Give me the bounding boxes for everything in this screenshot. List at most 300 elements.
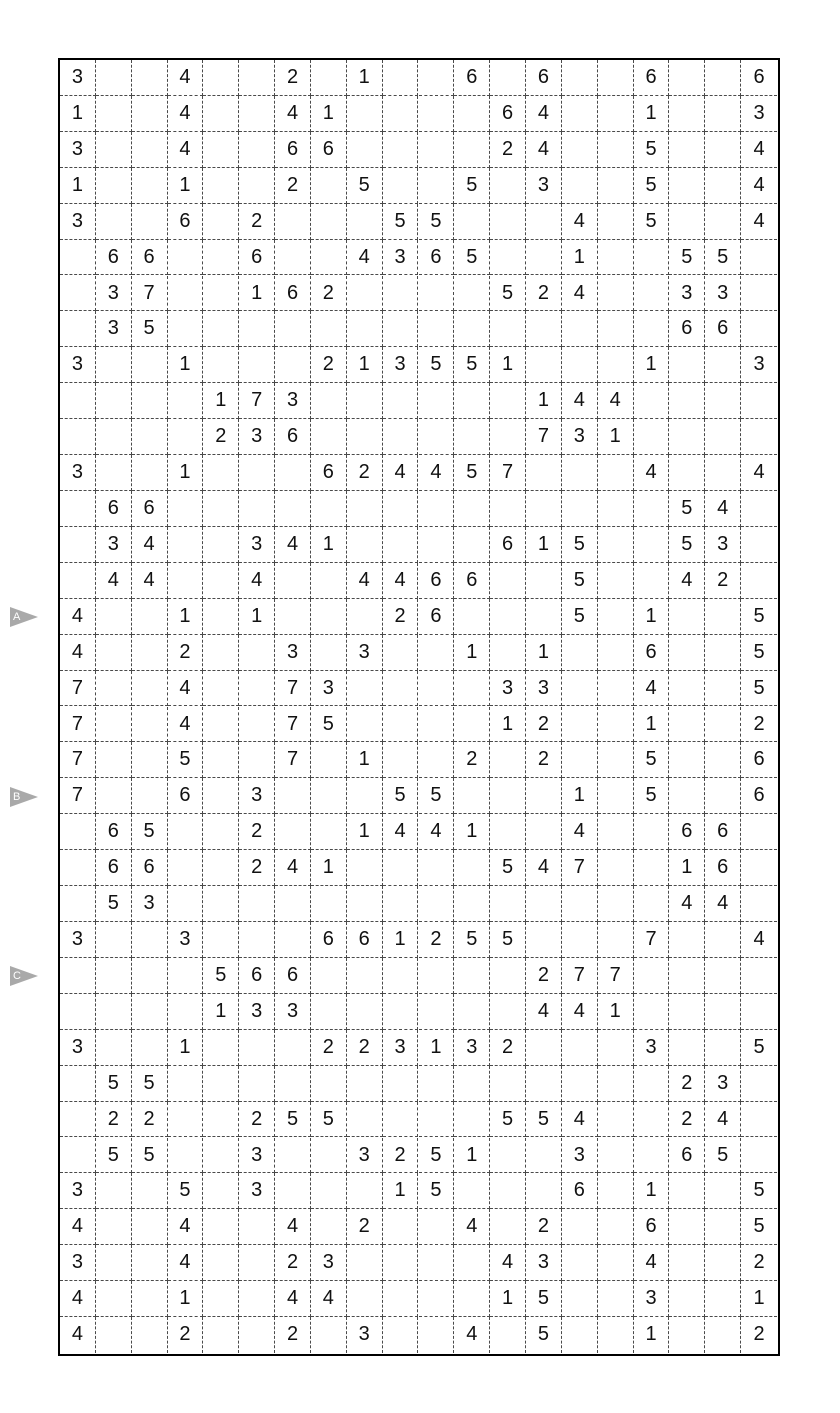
grid-cell[interactable]: 6 (705, 814, 741, 850)
grid-cell[interactable]: 3 (60, 1173, 96, 1209)
grid-cell[interactable] (490, 742, 526, 778)
grid-cell[interactable]: 4 (562, 994, 598, 1030)
grid-cell[interactable] (203, 96, 239, 132)
grid-cell[interactable]: 4 (96, 563, 132, 599)
grid-cell[interactable]: 4 (311, 1281, 347, 1317)
grid-cell[interactable] (239, 886, 275, 922)
grid-cell[interactable]: 6 (311, 132, 347, 168)
grid-cell[interactable]: 6 (311, 455, 347, 491)
grid-cell[interactable]: 1 (598, 994, 634, 1030)
grid-cell[interactable]: 4 (239, 563, 275, 599)
grid-cell[interactable]: 2 (454, 742, 490, 778)
grid-cell[interactable]: 4 (598, 383, 634, 419)
grid-cell[interactable] (562, 491, 598, 527)
grid-cell[interactable] (239, 60, 275, 96)
grid-cell[interactable] (634, 850, 670, 886)
grid-cell[interactable] (132, 1209, 168, 1245)
grid-cell[interactable]: 2 (705, 563, 741, 599)
grid-cell[interactable]: 1 (168, 1030, 204, 1066)
grid-cell[interactable] (203, 1245, 239, 1281)
grid-cell[interactable] (275, 814, 311, 850)
grid-cell[interactable] (96, 347, 132, 383)
grid-cell[interactable] (132, 671, 168, 707)
grid-cell[interactable]: 3 (96, 527, 132, 563)
grid-cell[interactable]: 4 (634, 1245, 670, 1281)
grid-cell[interactable] (239, 635, 275, 671)
grid-cell[interactable]: 5 (419, 778, 455, 814)
grid-cell[interactable] (96, 455, 132, 491)
grid-cell[interactable]: 2 (526, 1209, 562, 1245)
grid-cell[interactable] (669, 1030, 705, 1066)
grid-cell[interactable] (132, 383, 168, 419)
grid-cell[interactable]: 6 (705, 311, 741, 347)
grid-cell[interactable] (96, 1281, 132, 1317)
grid-cell[interactable]: 3 (239, 419, 275, 455)
grid-cell[interactable]: 4 (168, 1209, 204, 1245)
grid-cell[interactable] (96, 60, 132, 96)
grid-cell[interactable] (60, 311, 96, 347)
grid-cell[interactable] (562, 1317, 598, 1353)
grid-cell[interactable]: 4 (168, 60, 204, 96)
grid-cell[interactable] (132, 168, 168, 204)
grid-cell[interactable] (562, 311, 598, 347)
grid-cell[interactable] (598, 707, 634, 743)
grid-cell[interactable]: 3 (239, 778, 275, 814)
grid-cell[interactable] (490, 1066, 526, 1102)
grid-cell[interactable]: 2 (311, 1030, 347, 1066)
grid-cell[interactable]: 7 (275, 671, 311, 707)
grid-cell[interactable] (96, 599, 132, 635)
grid-cell[interactable]: 6 (132, 850, 168, 886)
grid-cell[interactable] (562, 1030, 598, 1066)
grid-cell[interactable] (383, 742, 419, 778)
grid-cell[interactable] (490, 491, 526, 527)
grid-cell[interactable] (383, 419, 419, 455)
grid-cell[interactable] (598, 276, 634, 312)
grid-cell[interactable]: 4 (741, 455, 777, 491)
grid-cell[interactable] (311, 599, 347, 635)
grid-cell[interactable] (490, 419, 526, 455)
grid-cell[interactable] (741, 994, 777, 1030)
grid-cell[interactable]: 4 (419, 814, 455, 850)
grid-cell[interactable] (741, 958, 777, 994)
grid-cell[interactable]: 3 (60, 347, 96, 383)
grid-cell[interactable]: 3 (60, 60, 96, 96)
grid-cell[interactable]: 3 (275, 383, 311, 419)
grid-cell[interactable] (347, 276, 383, 312)
grid-cell[interactable]: 2 (239, 204, 275, 240)
grid-cell[interactable]: 6 (419, 563, 455, 599)
grid-cell[interactable] (669, 1173, 705, 1209)
grid-cell[interactable]: 4 (669, 563, 705, 599)
grid-cell[interactable] (60, 1138, 96, 1174)
grid-cell[interactable]: 6 (96, 240, 132, 276)
grid-cell[interactable]: 3 (132, 886, 168, 922)
grid-cell[interactable] (598, 132, 634, 168)
grid-cell[interactable]: 4 (526, 96, 562, 132)
grid-cell[interactable] (168, 527, 204, 563)
grid-cell[interactable] (490, 168, 526, 204)
grid-cell[interactable] (311, 958, 347, 994)
grid-cell[interactable] (96, 204, 132, 240)
grid-cell[interactable] (239, 132, 275, 168)
grid-cell[interactable] (598, 491, 634, 527)
grid-cell[interactable]: 1 (311, 527, 347, 563)
grid-cell[interactable] (239, 455, 275, 491)
grid-cell[interactable]: 1 (383, 922, 419, 958)
grid-cell[interactable] (203, 491, 239, 527)
grid-cell[interactable] (96, 1245, 132, 1281)
grid-cell[interactable]: 6 (168, 204, 204, 240)
grid-cell[interactable]: 7 (562, 958, 598, 994)
grid-cell[interactable] (419, 994, 455, 1030)
grid-cell[interactable] (203, 922, 239, 958)
grid-cell[interactable]: 4 (705, 1102, 741, 1138)
grid-cell[interactable] (454, 491, 490, 527)
grid-cell[interactable]: 3 (96, 276, 132, 312)
grid-cell[interactable] (96, 168, 132, 204)
grid-cell[interactable] (562, 60, 598, 96)
grid-cell[interactable]: 4 (383, 455, 419, 491)
grid-cell[interactable] (669, 96, 705, 132)
grid-cell[interactable]: 6 (239, 958, 275, 994)
grid-cell[interactable] (60, 850, 96, 886)
grid-cell[interactable]: 1 (454, 814, 490, 850)
grid-cell[interactable] (311, 778, 347, 814)
grid-cell[interactable] (598, 60, 634, 96)
grid-cell[interactable] (383, 958, 419, 994)
grid-cell[interactable] (741, 1066, 777, 1102)
grid-cell[interactable] (203, 1030, 239, 1066)
grid-cell[interactable] (203, 455, 239, 491)
grid-cell[interactable]: 3 (311, 1245, 347, 1281)
grid-cell[interactable] (419, 276, 455, 312)
grid-cell[interactable]: 1 (741, 1281, 777, 1317)
grid-cell[interactable] (562, 1245, 598, 1281)
grid-cell[interactable]: 4 (526, 850, 562, 886)
grid-cell[interactable] (634, 886, 670, 922)
grid-cell[interactable] (454, 850, 490, 886)
grid-cell[interactable] (203, 1317, 239, 1353)
grid-cell[interactable]: 2 (753, 1323, 765, 1346)
grid-cell[interactable] (669, 60, 705, 96)
grid-cell[interactable]: 1 (526, 635, 562, 671)
grid-cell[interactable] (203, 814, 239, 850)
grid-cell[interactable] (741, 886, 777, 922)
grid-cell[interactable] (741, 814, 777, 850)
grid-cell[interactable] (490, 563, 526, 599)
grid-cell[interactable] (96, 1317, 132, 1353)
grid-cell[interactable]: 3 (705, 527, 741, 563)
grid-cell[interactable]: 5 (634, 132, 670, 168)
grid-cell[interactable] (598, 1066, 634, 1102)
grid-cell[interactable] (383, 707, 419, 743)
grid-cell[interactable] (454, 383, 490, 419)
grid-cell[interactable] (598, 168, 634, 204)
grid-cell[interactable] (311, 204, 347, 240)
grid-cell[interactable] (168, 886, 204, 922)
grid-cell[interactable]: 2 (132, 1102, 168, 1138)
grid-cell[interactable]: 2 (239, 814, 275, 850)
grid-cell[interactable]: 5 (347, 168, 383, 204)
grid-cell[interactable] (383, 886, 419, 922)
grid-cell[interactable] (383, 1066, 419, 1102)
grid-cell[interactable] (168, 1102, 204, 1138)
grid-cell[interactable] (526, 1173, 562, 1209)
grid-cell[interactable] (419, 311, 455, 347)
grid-cell[interactable]: 5 (669, 527, 705, 563)
grid-cell[interactable] (203, 886, 239, 922)
grid-cell[interactable] (132, 1317, 168, 1353)
grid-cell[interactable] (168, 1066, 204, 1102)
grid-cell[interactable]: 4 (741, 168, 777, 204)
grid-cell[interactable]: 3 (741, 96, 777, 132)
grid-cell[interactable] (383, 60, 419, 96)
grid-cell[interactable] (598, 635, 634, 671)
grid-cell[interactable] (347, 671, 383, 707)
grid-cell[interactable] (526, 563, 562, 599)
grid-cell[interactable] (669, 1317, 705, 1353)
grid-cell[interactable]: 1 (526, 383, 562, 419)
grid-cell[interactable] (383, 671, 419, 707)
grid-cell[interactable]: 2 (347, 1030, 383, 1066)
grid-cell[interactable]: 3 (669, 276, 705, 312)
grid-cell[interactable] (347, 886, 383, 922)
grid-cell[interactable]: 3 (383, 240, 419, 276)
grid-cell[interactable] (562, 168, 598, 204)
grid-cell[interactable]: 1 (562, 778, 598, 814)
grid-cell[interactable]: 6 (634, 1209, 670, 1245)
grid-cell[interactable] (311, 1173, 347, 1209)
grid-cell[interactable] (168, 240, 204, 276)
grid-cell[interactable]: 4 (275, 527, 311, 563)
grid-cell[interactable] (239, 1245, 275, 1281)
grid-cell[interactable] (705, 132, 741, 168)
grid-cell[interactable] (311, 168, 347, 204)
grid-cell[interactable]: 6 (705, 850, 741, 886)
grid-cell[interactable]: 6 (490, 527, 526, 563)
grid-cell[interactable]: 3 (347, 1138, 383, 1174)
grid-cell[interactable] (96, 1209, 132, 1245)
grid-cell[interactable] (419, 886, 455, 922)
grid-cell[interactable]: 4 (275, 96, 311, 132)
grid-cell[interactable] (669, 778, 705, 814)
grid-cell[interactable] (132, 60, 168, 96)
grid-cell[interactable]: 5 (634, 742, 670, 778)
grid-cell[interactable] (311, 1066, 347, 1102)
grid-cell[interactable] (203, 1281, 239, 1317)
grid-cell[interactable] (526, 491, 562, 527)
grid-cell[interactable] (562, 671, 598, 707)
grid-cell[interactable] (132, 204, 168, 240)
grid-cell[interactable] (239, 742, 275, 778)
grid-cell[interactable]: 4 (741, 132, 777, 168)
grid-cell[interactable]: 1 (634, 96, 670, 132)
grid-cell[interactable] (598, 742, 634, 778)
grid-cell[interactable]: 2 (383, 599, 419, 635)
grid-cell[interactable]: 3 (60, 455, 96, 491)
grid-cell[interactable] (311, 994, 347, 1030)
grid-cell[interactable] (347, 1102, 383, 1138)
grid-cell[interactable] (60, 419, 96, 455)
grid-cell[interactable]: 3 (490, 671, 526, 707)
grid-cell[interactable] (132, 778, 168, 814)
grid-cell[interactable] (419, 132, 455, 168)
grid-cell[interactable] (347, 96, 383, 132)
grid-cell[interactable]: 4 (562, 814, 598, 850)
grid-cell[interactable]: 4 (168, 707, 204, 743)
grid-cell[interactable] (562, 922, 598, 958)
grid-cell[interactable]: 1 (634, 599, 670, 635)
grid-cell[interactable] (562, 347, 598, 383)
grid-cell[interactable] (669, 707, 705, 743)
grid-cell[interactable]: 2 (347, 455, 383, 491)
grid-cell[interactable]: 2 (168, 635, 204, 671)
grid-cell[interactable] (490, 240, 526, 276)
grid-cell[interactable]: 2 (419, 922, 455, 958)
grid-cell[interactable] (203, 1138, 239, 1174)
grid-cell[interactable] (347, 132, 383, 168)
grid-cell[interactable]: 5 (490, 276, 526, 312)
grid-cell[interactable] (741, 491, 777, 527)
grid-cell[interactable]: 3 (454, 1030, 490, 1066)
grid-cell[interactable]: 2 (741, 707, 777, 743)
grid-cell[interactable] (526, 1138, 562, 1174)
grid-cell[interactable] (383, 1209, 419, 1245)
grid-cell[interactable]: 4 (669, 886, 705, 922)
grid-cell[interactable] (562, 132, 598, 168)
grid-cell[interactable]: 4 (168, 96, 204, 132)
grid-cell[interactable]: 7 (60, 742, 96, 778)
grid-cell[interactable] (454, 1173, 490, 1209)
grid-cell[interactable] (419, 491, 455, 527)
grid-cell[interactable] (132, 455, 168, 491)
grid-cell[interactable] (168, 419, 204, 455)
grid-cell[interactable] (741, 311, 777, 347)
grid-cell[interactable] (60, 276, 96, 312)
grid-cell[interactable]: 1 (60, 168, 96, 204)
grid-cell[interactable] (634, 994, 670, 1030)
grid-cell[interactable] (454, 527, 490, 563)
grid-cell[interactable]: 7 (634, 922, 670, 958)
grid-cell[interactable] (60, 527, 96, 563)
grid-cell[interactable]: 5 (419, 1173, 455, 1209)
grid-cell[interactable] (705, 707, 741, 743)
grid-cell[interactable]: 6 (634, 635, 670, 671)
grid-cell[interactable] (705, 635, 741, 671)
grid-cell[interactable]: 3 (562, 1138, 598, 1174)
grid-cell[interactable] (203, 1209, 239, 1245)
grid-cell[interactable]: 1 (490, 1281, 526, 1317)
grid-cell[interactable] (669, 132, 705, 168)
grid-cell[interactable]: 4 (705, 491, 741, 527)
grid-cell[interactable]: 1 (203, 383, 239, 419)
grid-cell[interactable]: 1 (347, 814, 383, 850)
grid-cell[interactable] (168, 563, 204, 599)
grid-cell[interactable] (239, 1209, 275, 1245)
grid-cell[interactable] (419, 96, 455, 132)
grid-cell[interactable]: 4 (168, 132, 204, 168)
grid-cell[interactable]: 4 (741, 204, 777, 240)
grid-cell[interactable] (132, 958, 168, 994)
grid-cell[interactable] (598, 1138, 634, 1174)
grid-cell[interactable] (705, 1317, 741, 1353)
grid-cell[interactable] (239, 168, 275, 204)
grid-cell[interactable] (60, 1066, 96, 1102)
grid-cell[interactable] (419, 671, 455, 707)
grid-cell[interactable] (490, 204, 526, 240)
grid-cell[interactable]: 5 (311, 707, 347, 743)
grid-cell[interactable] (383, 491, 419, 527)
grid-cell[interactable] (311, 311, 347, 347)
grid-cell[interactable] (454, 1102, 490, 1138)
grid-cell[interactable] (598, 1102, 634, 1138)
grid-cell[interactable] (454, 276, 490, 312)
grid-cell[interactable] (598, 599, 634, 635)
grid-cell[interactable] (741, 1138, 777, 1174)
grid-cell[interactable] (239, 707, 275, 743)
grid-cell[interactable]: 1 (490, 347, 526, 383)
grid-cell[interactable] (383, 994, 419, 1030)
grid-cell[interactable] (669, 1209, 705, 1245)
grid-cell[interactable] (203, 60, 239, 96)
grid-cell[interactable]: 6 (96, 850, 132, 886)
grid-cell[interactable]: 1 (598, 419, 634, 455)
grid-cell[interactable] (634, 491, 670, 527)
grid-cell[interactable] (490, 778, 526, 814)
grid-cell[interactable]: 6 (669, 1138, 705, 1174)
grid-cell[interactable]: 7 (60, 707, 96, 743)
grid-cell[interactable]: 7 (60, 671, 96, 707)
grid-cell[interactable] (60, 240, 96, 276)
grid-cell[interactable] (669, 994, 705, 1030)
grid-cell[interactable]: 4 (347, 240, 383, 276)
grid-cell[interactable] (454, 671, 490, 707)
grid-cell[interactable]: 3 (275, 635, 311, 671)
grid-cell[interactable]: 3 (741, 347, 777, 383)
grid-cell[interactable]: 5 (454, 240, 490, 276)
grid-cell[interactable] (705, 383, 741, 419)
grid-cell[interactable] (96, 1030, 132, 1066)
grid-cell[interactable]: 6 (669, 311, 705, 347)
grid-cell[interactable] (598, 1209, 634, 1245)
grid-cell[interactable]: 1 (60, 96, 96, 132)
grid-cell[interactable] (239, 347, 275, 383)
grid-cell[interactable] (634, 311, 670, 347)
grid-cell[interactable]: 5 (132, 1138, 168, 1174)
grid-cell[interactable] (705, 96, 741, 132)
grid-cell[interactable] (132, 419, 168, 455)
grid-cell[interactable]: 5 (669, 240, 705, 276)
grid-cell[interactable]: 1 (239, 276, 275, 312)
grid-cell[interactable]: 3 (383, 1030, 419, 1066)
grid-cell[interactable] (598, 922, 634, 958)
grid-cell[interactable] (239, 671, 275, 707)
grid-cell[interactable] (347, 311, 383, 347)
grid-cell[interactable] (96, 96, 132, 132)
grid-cell[interactable]: 5 (132, 1066, 168, 1102)
grid-cell[interactable] (203, 671, 239, 707)
grid-cell[interactable] (598, 527, 634, 563)
grid-cell[interactable] (96, 383, 132, 419)
grid-cell[interactable]: 5 (526, 1281, 562, 1317)
grid-cell[interactable] (419, 958, 455, 994)
grid-cell[interactable] (203, 1102, 239, 1138)
grid-cell[interactable] (705, 671, 741, 707)
grid-cell[interactable] (454, 958, 490, 994)
grid-cell[interactable] (96, 922, 132, 958)
grid-cell[interactable] (203, 240, 239, 276)
